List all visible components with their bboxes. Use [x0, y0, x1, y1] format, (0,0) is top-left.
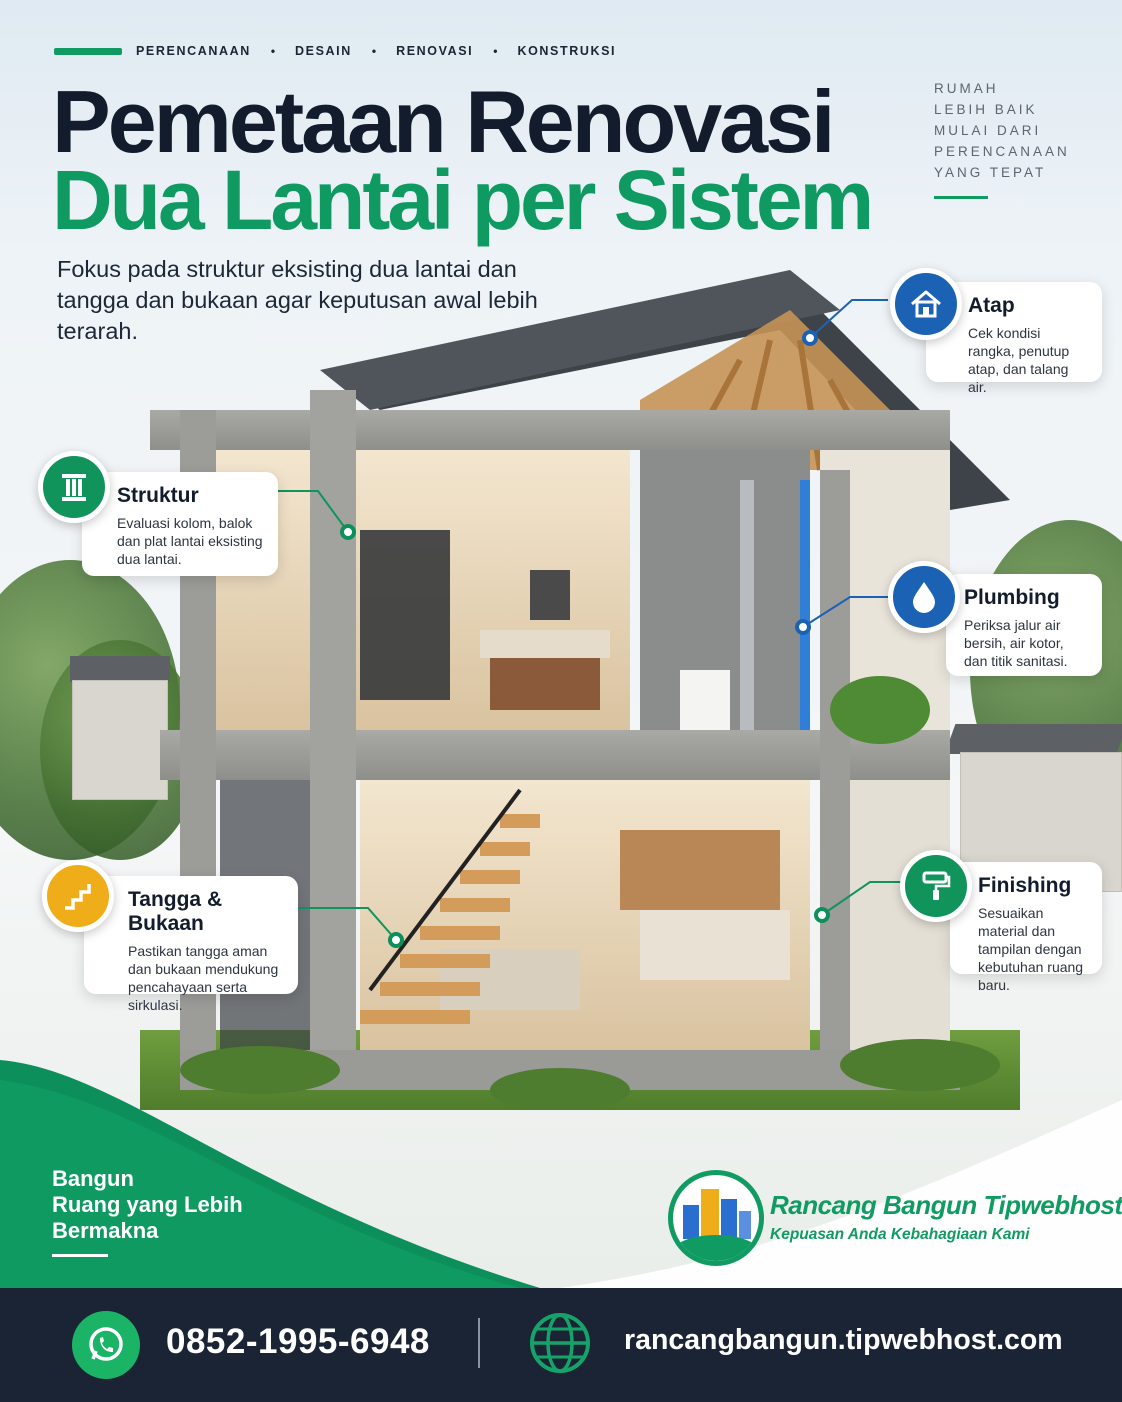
- title-line-1: Pemetaan Renovasi: [52, 72, 833, 171]
- tag-desain: DESAIN: [295, 44, 352, 58]
- card-plumbing: [946, 574, 1102, 676]
- card-tangga-bukaan: [84, 876, 298, 1013]
- tagline-line: RUMAH: [934, 81, 999, 96]
- brand-logo: [668, 1170, 764, 1266]
- card-atap-body: Cek kondisi rangka, penutup atap, dan talang air.: [968, 325, 1070, 395]
- accent-line: [54, 48, 122, 55]
- card-finishing-title: Finishing: [978, 874, 1072, 897]
- globe-icon: [528, 1311, 592, 1375]
- tag-separator: •: [270, 44, 276, 58]
- slogan-line: Ruang yang Lebih: [52, 1192, 243, 1217]
- tagline-accent: [934, 196, 988, 199]
- title-line-2: Dua Lantai per Sistem: [52, 153, 872, 247]
- tag-renovasi: RENOVASI: [396, 44, 474, 58]
- card-finishing: [950, 862, 1102, 993]
- card-struktur-body: Evaluasi kolom, balok dan plat lantai eksisting dua lantai.: [117, 515, 263, 567]
- house-icon: [890, 268, 962, 340]
- tagline-line: YANG TEPAT: [934, 165, 1047, 180]
- category-tags: [54, 44, 616, 58]
- card-finishing-body: Sesuaikan material dan tampilan dengan kebutuhan ruang baru.: [978, 905, 1084, 993]
- column-icon: [38, 451, 110, 523]
- brand-name: Rancang Bangun Tipwebhost: [770, 1190, 1122, 1220]
- website-link[interactable]: rancangbangun.tipwebhost.com: [624, 1324, 1063, 1356]
- card-tangga-body: Pastikan tangga aman dan bukaan mendukung pencahayaan serta sirkulasi.: [128, 943, 279, 1013]
- card-plumbing-body: Periksa jalur air bersih, air kotor, dan titik sanitasi.: [964, 617, 1068, 669]
- slogan-line: Bermakna: [52, 1218, 159, 1243]
- footer-divider: [478, 1318, 480, 1368]
- card-struktur: [82, 472, 278, 576]
- whatsapp-icon[interactable]: [72, 1311, 140, 1379]
- tag-separator: •: [371, 44, 377, 58]
- slogan-line: Bangun: [52, 1166, 134, 1191]
- brand-tagline: Kepuasan Anda Kebahagiaan Kami: [770, 1226, 1030, 1243]
- finishing-pin: [814, 907, 830, 923]
- tagline: [934, 78, 1070, 183]
- paint-roller-icon: [900, 850, 972, 922]
- slogan: [52, 1166, 243, 1244]
- tagline-line: LEBIH BAIK: [934, 102, 1038, 117]
- tag-separator: •: [493, 44, 498, 58]
- card-plumbing-title: Plumbing: [964, 586, 1060, 609]
- tangga-pin: [388, 932, 404, 948]
- subtitle: Fokus pada struktur eksisting dua lantai dan tangga dan bukaan agar keputusan awal lebih terarah.: [57, 256, 538, 344]
- plumbing-pin: [795, 619, 811, 635]
- tagline-line: MULAI DARI: [934, 123, 1042, 138]
- card-tangga-title: Tangga & Bukaan: [128, 888, 223, 935]
- card-atap-title: Atap: [968, 294, 1015, 317]
- slogan-accent: [52, 1254, 108, 1257]
- water-drop-icon: [888, 561, 960, 633]
- phone-number[interactable]: 0852-1995-6948: [166, 1322, 430, 1361]
- struktur-pin: [340, 524, 356, 540]
- stairs-icon: [42, 860, 114, 932]
- atap-pin: [802, 330, 818, 346]
- card-struktur-title: Struktur: [117, 484, 199, 507]
- tagline-line: PERENCANAAN: [934, 144, 1070, 159]
- tag-perencanaan: PERENCANAAN: [136, 44, 251, 58]
- tag-konstruksi: KONSTRUKSI: [517, 44, 617, 58]
